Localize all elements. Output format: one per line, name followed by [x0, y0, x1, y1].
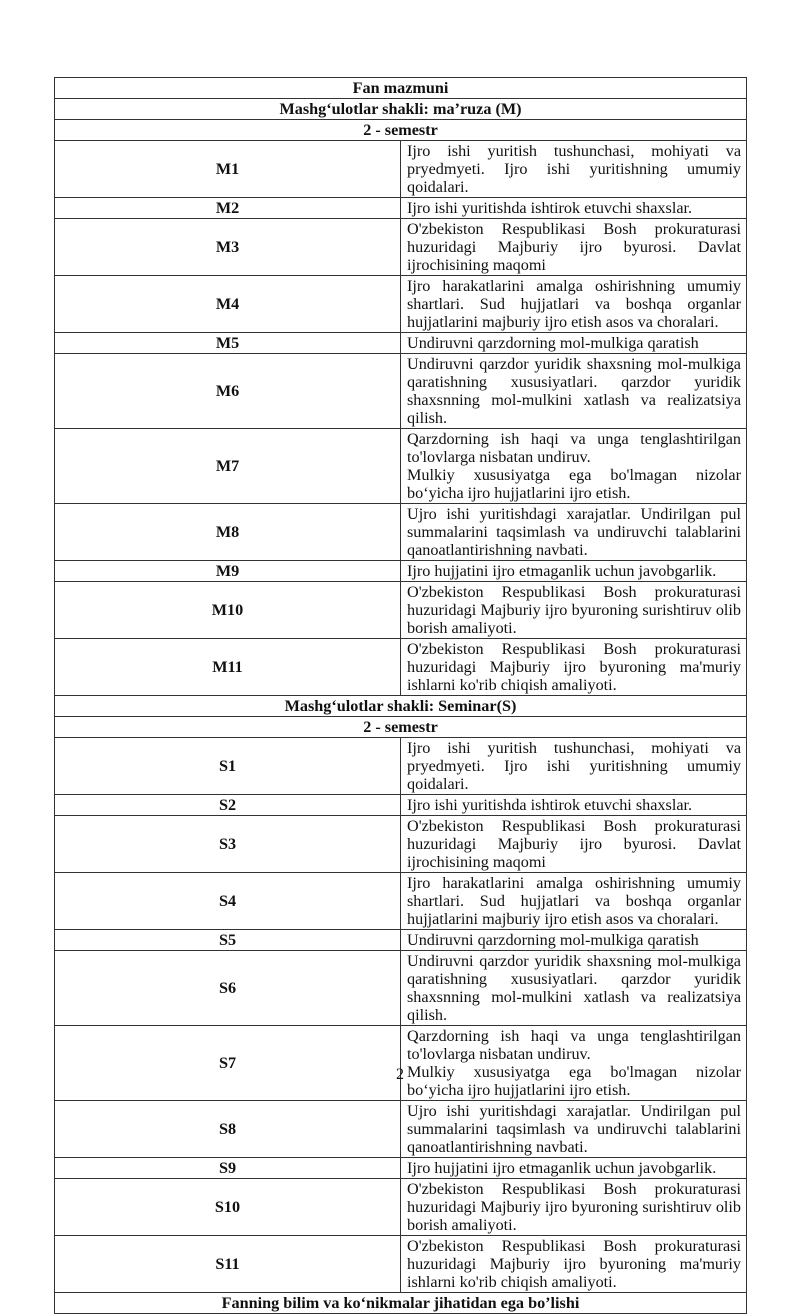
topic-text: Undiruvni qarzdor yuridik shaxsning mol-mulkiga qaratishning xususiyatlari. qarzdor yuridik shaxsnning mol-mulkini xatlash va realizatsiya qilish.	[401, 354, 747, 429]
seminar-semester-row	[55, 717, 747, 738]
table-row	[55, 816, 747, 873]
seminar-section-title: Mashg‘ulotlar shakli: Seminar(S)	[55, 696, 747, 717]
topic-text-block	[401, 1026, 747, 1101]
table-row	[55, 198, 747, 219]
topic-text-line: Qarzdorning ish haqi va unga tenglashtirilgan to'lovlarga nisbatan undiruv.	[407, 1027, 741, 1063]
table-row	[55, 354, 747, 429]
topic-code: M6	[55, 354, 401, 429]
topic-text: Ijro hujjatini ijro etmaganlik uchun javobgarlik.	[401, 1158, 747, 1179]
lecture-semester-label: 2 - semestr	[55, 120, 747, 141]
topic-code: M4	[55, 276, 401, 333]
topic-code: S7	[55, 1026, 401, 1101]
topic-text: Ijro harakatlarini amalga oshirishning umumiy shartlari. Sud hujjatlari va boshqa organlar hujjatlarini majburiy ijro etish asos va choralari.	[401, 873, 747, 930]
topic-code: M2	[55, 198, 401, 219]
topic-code: M8	[55, 504, 401, 561]
topic-text: O'zbekiston Respublikasi Bosh prokuraturasi huzuridagi Majburiy ijro byuroning ma'muriy ishlarni ko'rib chiqish amaliyoti.	[401, 639, 747, 696]
table-row	[55, 930, 747, 951]
topic-text-line: Mulkiy xususiyatga ega bo'lmagan nizolar bo‘yicha ijro hujjatlarini ijro etish.	[407, 1063, 741, 1099]
topic-code: M7	[55, 429, 401, 504]
topic-code: M9	[55, 561, 401, 582]
topic-text: Ijro ishi yuritish tushunchasi, mohiyati va pryedmyeti. Ijro ishi yuritishning umumiy qoidalari.	[401, 738, 747, 795]
topic-text: Ujro ishi yuritishdagi xarajatlar. Undirilgan pul summalarini taqsimlash va undiruvchi talablarini qanoatlantirishning navbati.	[401, 504, 747, 561]
table-title: Fan mazmuni	[55, 78, 747, 99]
table-row	[55, 276, 747, 333]
topic-text: Undiruvni qarzdorning mol-mulkiga qaratish	[401, 930, 747, 951]
topic-code: S4	[55, 873, 401, 930]
table-row	[55, 219, 747, 276]
table-row	[55, 429, 747, 504]
topic-code: S9	[55, 1158, 401, 1179]
seminar-section-row	[55, 696, 747, 717]
topic-text-block	[401, 429, 747, 504]
table-row	[55, 639, 747, 696]
table-row	[55, 873, 747, 930]
topic-text: Ijro ishi yuritish tushunchasi, mohiyati va pryedmyeti. Ijro ishi yuritishning umumiy qoidalari.	[401, 141, 747, 198]
topic-code: S1	[55, 738, 401, 795]
topic-code: M10	[55, 582, 401, 639]
lecture-semester-row	[55, 120, 747, 141]
table-row	[55, 333, 747, 354]
page-number: 2	[396, 1066, 404, 1083]
topic-code: S11	[55, 1236, 401, 1293]
table-row	[55, 561, 747, 582]
topic-text: Ijro hujjatini ijro etmaganlik uchun javobgarlik.	[401, 561, 747, 582]
table-row	[55, 1236, 747, 1293]
topic-text: Ijro ishi yuritishda ishtirok etuvchi shaxslar.	[401, 198, 747, 219]
topic-code: M5	[55, 333, 401, 354]
table-footer-row	[55, 1293, 747, 1314]
table-row	[55, 951, 747, 1026]
table-row	[55, 1101, 747, 1158]
table-row	[55, 738, 747, 795]
table-row	[55, 582, 747, 639]
table-row	[55, 1158, 747, 1179]
topic-text: Ijro harakatlarini amalga oshirishning umumiy shartlari. Sud hujjatlari va boshqa organlar hujjatlarini majburiy ijro etish asos va choralari.	[401, 276, 747, 333]
topic-text: O'zbekiston Respublikasi Bosh prokuraturasi huzuridagi Majburiy ijro byurosi. Davlat ijrochisining maqomi	[401, 816, 747, 873]
table-header-row	[55, 78, 747, 99]
topic-text: O'zbekiston Respublikasi Bosh prokuraturasi huzuridagi Majburiy ijro byuroning ma'muriy ishlarni ko'rib chiqish amaliyoti.	[401, 1236, 747, 1293]
topic-text: O'zbekiston Respublikasi Bosh prokuraturasi huzuridagi Majburiy ijro byuroning surishtiruv olib borish amaliyoti.	[401, 1179, 747, 1236]
table-row	[55, 1179, 747, 1236]
topic-text: O'zbekiston Respublikasi Bosh prokuraturasi huzuridagi Majburiy ijro byuroning surishtiruv olib borish amaliyoti.	[401, 582, 747, 639]
topic-text: Undiruvni qarzdorning mol-mulkiga qaratish	[401, 333, 747, 354]
topic-text: Undiruvni qarzdor yuridik shaxsning mol-mulkiga qaratishning xususiyatlari. qarzdor yuridik shaxsnning mol-mulkini xatlash va realizatsiya qilish.	[401, 951, 747, 1026]
topic-code: S6	[55, 951, 401, 1026]
topic-code: S5	[55, 930, 401, 951]
table-row	[55, 141, 747, 198]
topic-text: Ijro ishi yuritishda ishtirok etuvchi shaxslar.	[401, 795, 747, 816]
table-row	[55, 1026, 747, 1101]
topic-code: S2	[55, 795, 401, 816]
topic-code: S10	[55, 1179, 401, 1236]
topic-text: O'zbekiston Respublikasi Bosh prokuraturasi huzuridagi Majburiy ijro byurosi. Davlat ijrochisining maqomi	[401, 219, 747, 276]
topic-code: S3	[55, 816, 401, 873]
topic-text-line: Qarzdorning ish haqi va unga tenglashtirilgan to'lovlarga nisbatan undiruv.	[407, 430, 741, 466]
topic-code: M3	[55, 219, 401, 276]
topic-code: S8	[55, 1101, 401, 1158]
topic-code: M1	[55, 141, 401, 198]
table-row	[55, 795, 747, 816]
course-content-table	[54, 77, 747, 1314]
topic-text: Ujro ishi yuritishdagi xarajatlar. Undirilgan pul summalarini taqsimlash va undiruvchi talablarini qanoatlantirishning navbati.	[401, 1101, 747, 1158]
skills-section-title: Fanning bilim va ko‘nikmalar jihatidan ega bo’lishi	[55, 1293, 747, 1314]
topic-text-line: Mulkiy xususiyatga ega bo'lmagan nizolar bo‘yicha ijro hujjatlarini ijro etish.	[407, 466, 741, 502]
table-row	[55, 504, 747, 561]
seminar-semester-label: 2 - semestr	[55, 717, 747, 738]
lecture-section-title: Mashg‘ulotlar shakli: ma’ruza (M)	[55, 99, 747, 120]
topic-code: M11	[55, 639, 401, 696]
lecture-section-row	[55, 99, 747, 120]
